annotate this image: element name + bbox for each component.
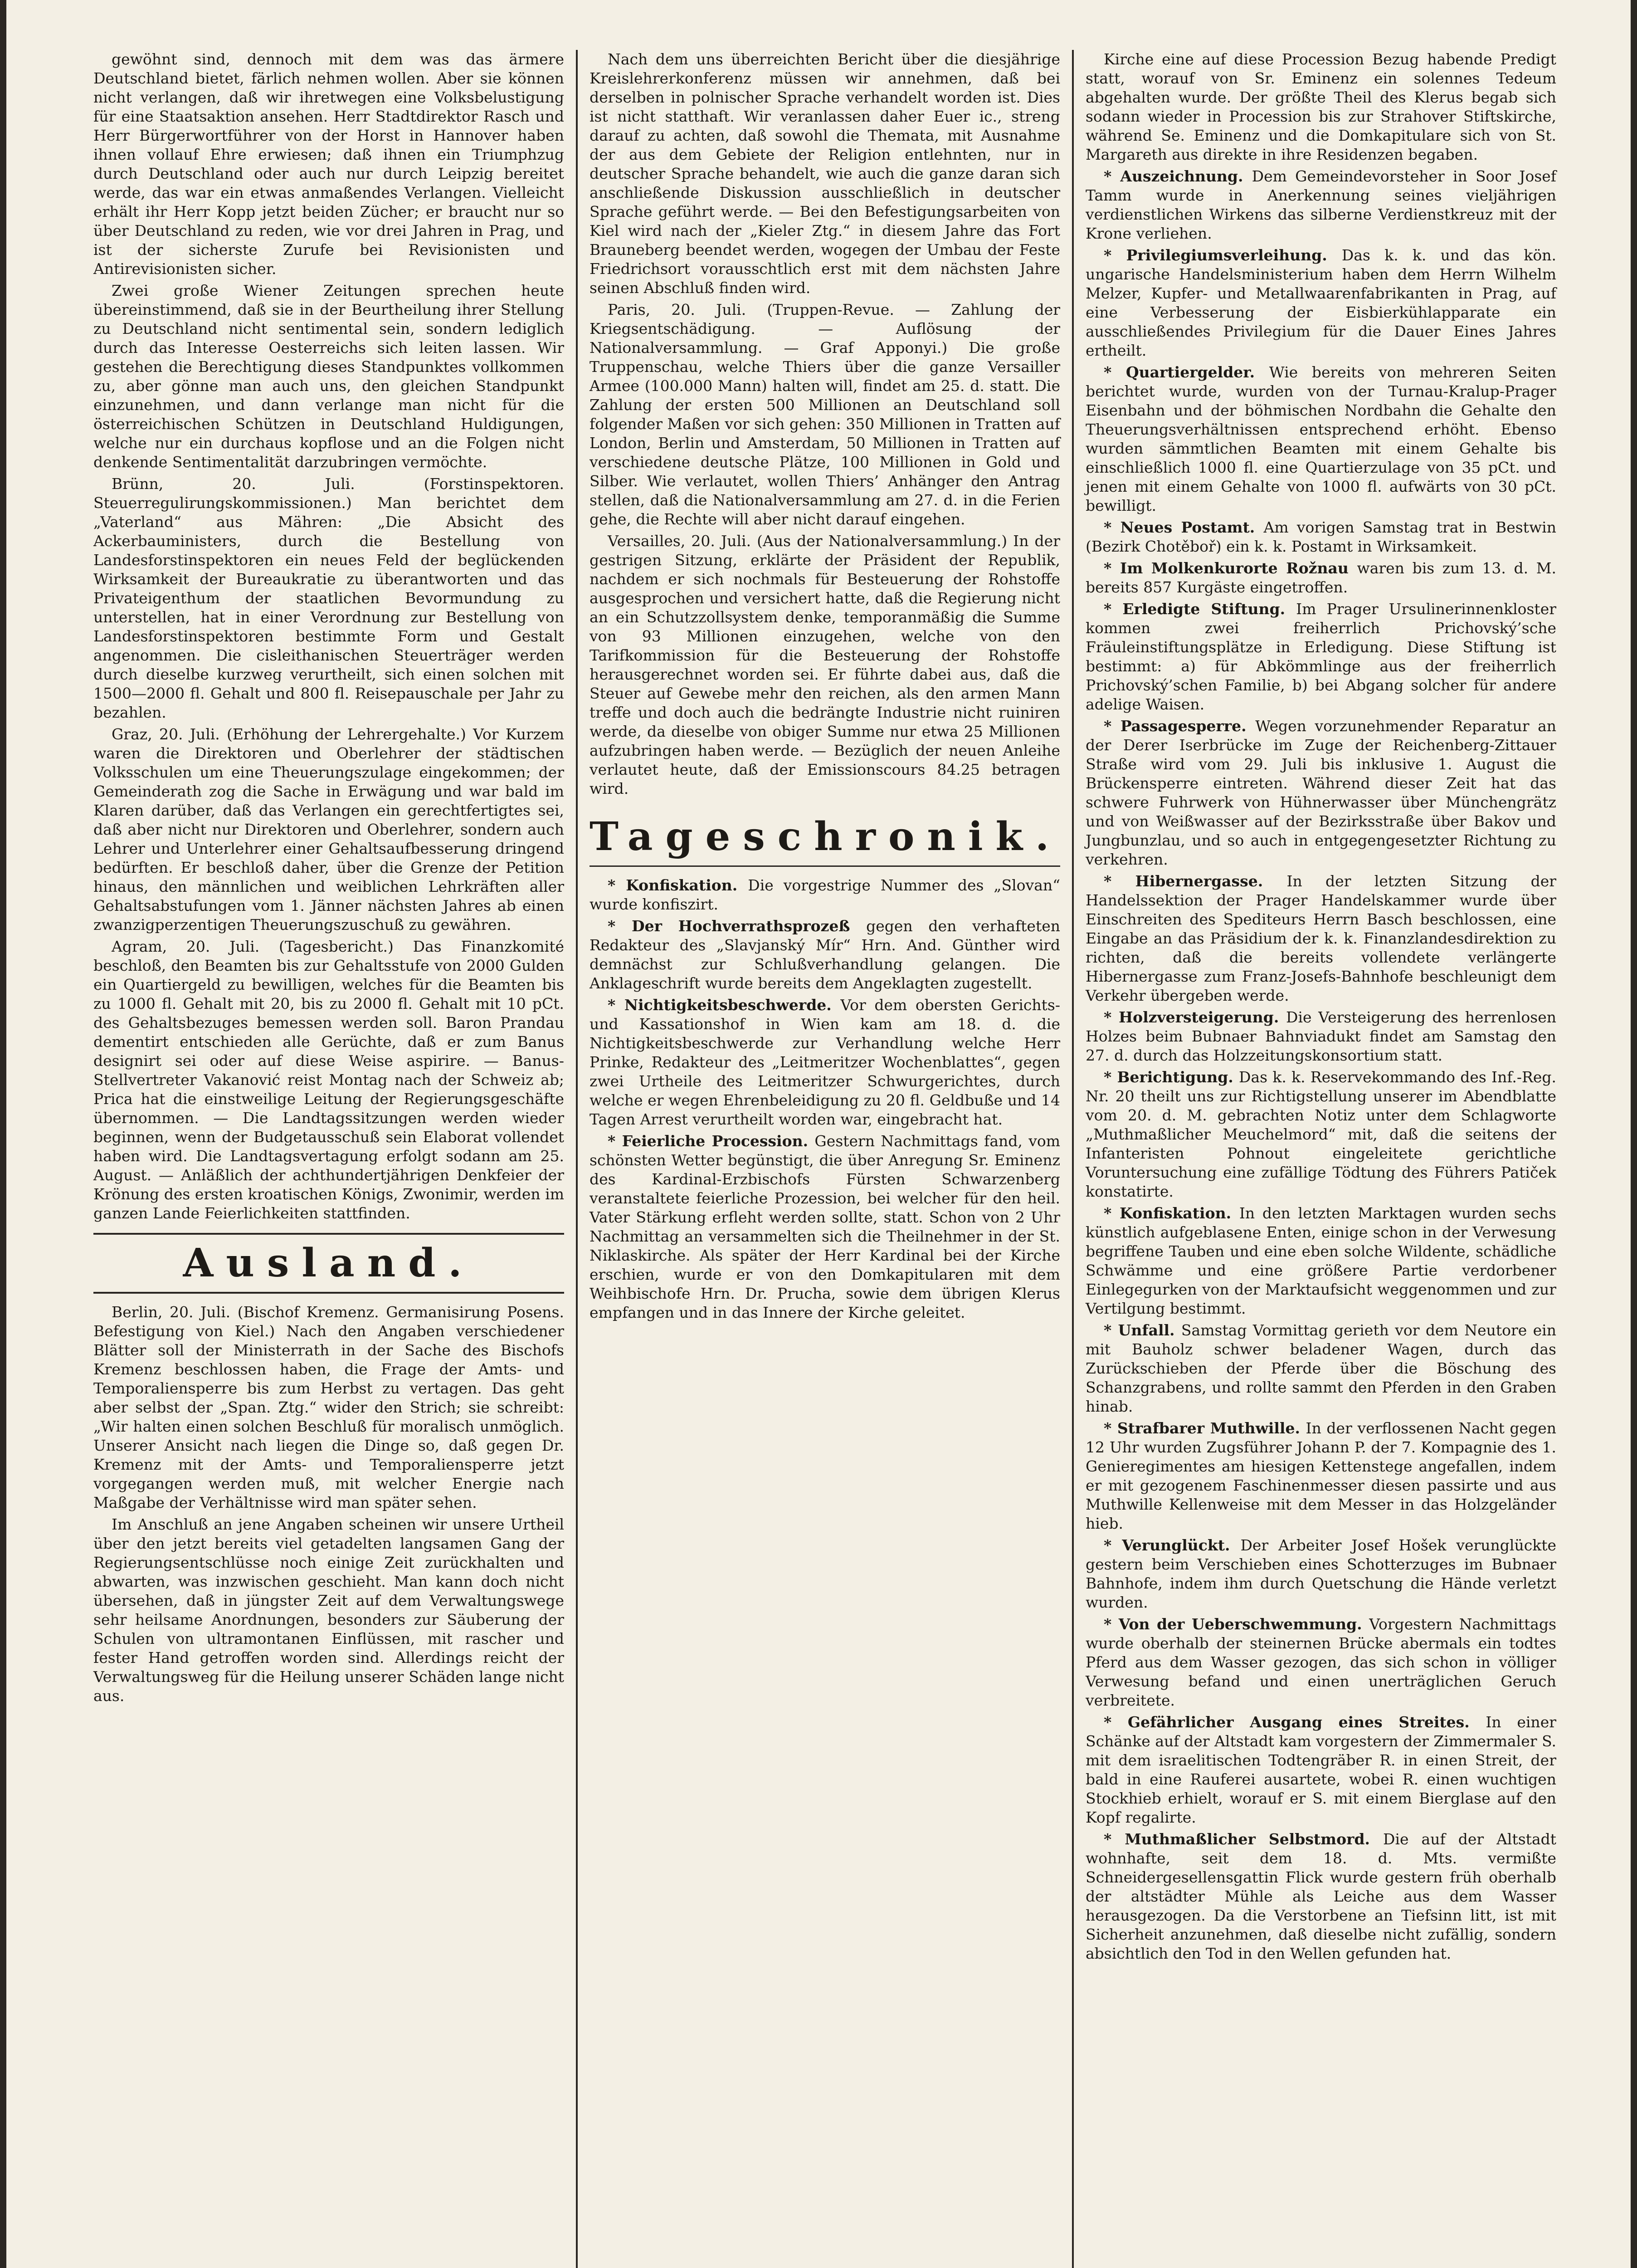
news-item-head: * Gefährlicher Ausgang eines Streites.: [1104, 1713, 1486, 1731]
news-item: [1086, 1204, 1556, 1318]
news-item-text: Das k. k. Reservekommando des Inf.-Reg. Nr. 20 theilt uns zur Richtigstellung unserer im Abendblatte vom 20. d. M. gebrachten Notiz unter dem Schlagworte „Muthmaßlicher Meuchelmord“ mit, daß die seitens der Infanteristen Pohnout eingeleitete gerichtliche Voruntersuchung eine zufällige Tödtung des Führers Patiček konstatirte.: [1086, 1068, 1556, 1200]
article-agram: Agram, 20. Juli. (Tagesbericht.) Das Finanzkomité beschloß, den Beamten bis zur Gehaltsstufe von 2000 Gulden ein Quartiergeld zu bewilligen, welches für die Beamten bis zu 1000 fl. Gehalt mit 20, bis zu 2000 fl. Gehalt mit 10 pCt. des Gehaltsbezuges bemessen werden soll. Baron Prandau dementirt entschieden alle Gerüchte, daß er zum Banus designirt sei oder auf diese Weise aspirire. — Banus-Stellvertreter Vakanović reist Montag nach der Schweiz ab; Prica hat die einstweilige Leitung der Regierungsgeschäfte übernommen. — Die Landtagssitzungen werden wieder beginnen, wenn der Budgetausschuß sein Elaborat vollendet haben wird. Die Landtagsvertagung erfolgt sodann am 25. August. — Anläßlich der achthundertjährigen Denkfeier der Krönung des ersten kroatischen Königs, Zwonimir, werden im ganzen Lande Feierlichkeiten stattfinden.: [93, 938, 564, 1222]
news-item: [1086, 1068, 1556, 1201]
news-item-head: * Nichtigkeitsbeschwerde.: [608, 996, 841, 1014]
article-paragraph: Im Anschluß an jene Angaben scheinen wir unsere Urtheil über den jetzt bereits viel getadelten langsamen Gang der Regierungsentschlüsse noch einige Zeit zurückhalten und abwarten, was inzwischen geschieht. Man kann doch nicht übersehen, daß in jüngster Zeit auf dem Verwaltungswege sehr heilsame Anordnungen, besonders zur Säuberung der Schulen von ultramontanen Einflüssen, mit rascher und fester Hand getroffen worden sind. Allerdings reicht der Verwaltungsweg für die Heilung unserer Schäden lange nicht aus.: [93, 1515, 564, 1705]
news-item-text: Samstag Vormittag gerieth vor dem Neutore ein mit Bauholz schwer beladener Wagen, durch das Zurückschieben der Pferde über die Böschung des Schanzgrabens, und rollte sammt den Pferden in den Graben hinab.: [1086, 1321, 1556, 1415]
news-item: [1086, 1830, 1556, 1963]
news-item-text: Am vorigen Samstag trat in Bestwin (Bezirk Chotěboř) ein k. k. Postamt in Wirksamkeit.: [1086, 518, 1556, 555]
news-item: [1086, 1615, 1556, 1710]
section-title-tageschronik: Tageschronik.: [590, 808, 1060, 867]
article-paragraph: Kirche eine auf diese Procession Bezug habende Predigt statt, worauf von Sr. Eminenz ein solennes Tedeum abgehalten wurde. Der größte Theil des Klerus begab sich sodann wieder in Procession bis zur Strahover Stiftskirche, während Se. Eminenz und die Domkapitulare sich von St. Margareth aus direkte in ihre Residenzen begaben.: [1086, 50, 1556, 163]
news-item: [1086, 1321, 1556, 1416]
news-item-text: Wegen vorzunehmender Reparatur an der Derer Iserbrücke im Zuge der Reichenberg-Zittauer Straße wird vom 29. Juli bis inklusive 1. August die Brückensperre eintreten. Während dieser Zeit hat das schwere Fuhrwerk von Hühnerwasser über Münchengrätz und von Weißwasser auf der Bezirksstraße über Bakov und Jungbunzlau, und so auch in entgegengesetzter Richtung zu verkehren.: [1086, 717, 1556, 868]
news-item: [1086, 1713, 1556, 1827]
news-item: [1086, 872, 1556, 1005]
news-item-head: * Quartiergelder.: [1104, 363, 1269, 381]
news-item-head: * Von der Ueberschwemmung.: [1104, 1615, 1369, 1633]
news-item: [1086, 1536, 1556, 1612]
news-item: [1086, 600, 1556, 714]
news-items-list: [1086, 167, 1556, 1963]
news-item-text: Dem Gemeindevorsteher in Soor Josef Tamm wurde in Anerkennung seines vieljährigen verdienstlichen Wirkens das silberne Verdienstkreuz mit der Krone verliehen.: [1086, 167, 1557, 242]
news-item-head: * Holzversteigerung.: [1104, 1008, 1286, 1026]
article-versailles: Versailles, 20. Juli. (Aus der Nationalversammlung.) In der gestrigen Sitzung, erklärte der Präsident der Republik, nachdem er sich nochmals für Besteuerung der Rohstoffe ausgesprochen und versichert hatte, daß die Regierung nicht an ein Schutzzollsystem denke, temporanmäßig die Summe von 93 Millionen einzugehen, welche von den Tarifkommission für die Besteuerung der Rohstoffe herausgerechnet worden sei. Er führte dabei aus, daß die Steuer auf Gewebe mehr den reichen, als den armen Mann treffe und doch auch die bedrängte Industrie nicht ruiniren werde, da dieselbe von obiger Summe nur etwa 25 Millionen aufzubringen haben werde. — Bezüglich der neuen Anleihe verlautet heute, daß der Emissionscours 84.25 betragen wird.: [590, 532, 1060, 797]
section-title-ausland: Ausland.: [93, 1233, 564, 1294]
news-item-head: * Unfall.: [1104, 1321, 1181, 1339]
news-item-text: Im Prager Ursulinerinnenkloster kommen zwei freiherrlich Prichovský’sche Fräuleinstiftungsplätze in Erledigung. Diese Stiftung ist bestimmt: a) für Abkömmlinge aus der freiherrlich Prichovský’schen Familie, b) bei Abgang solcher für andere adelige Waisen.: [1086, 600, 1556, 713]
news-item: [1086, 167, 1556, 243]
news-item-text: Vorgestern Nachmittags wurde oberhalb der steinernen Brücke abermals ein todtes Pferd aus dem Wasser gezogen, das sich schon in völliger Verwesung befand und einen unerträglichen Geruch verbreitete.: [1086, 1615, 1556, 1709]
news-item-text: In der letzten Sitzung der Handelssektion der Prager Handelskammer wurde über Einschreiten des Spediteurs Herrn Basch beschlossen, eine Eingabe an das Präsidium der k. k. Finanzlandesdirektion zu richten, daß die bereits vollendete verlängerte Hibernergasse zum Franz-Josefs-Bahnhofe beschleunigt dem Verkehr übergeben werde.: [1086, 872, 1556, 1004]
news-item: [1086, 363, 1556, 515]
news-item-text: Wie bereits von mehreren Seiten berichtet wurde, wurden von der Turnau-Kralup-Prager Eisenbahn und der böhmischen Nordbahn die Gehalte den Theuerungsverhältnissen entsprechend erhöht. Ebenso wurden sämmtlichen Beamten mit einem Gehalte bis einschließlich 1000 fl. eine Quartierzulage von 35 pCt. und jenen mit einem Gehalte von 1000 fl. aufwärts von 30 pCt. bewilligt.: [1086, 363, 1556, 514]
news-item-text: waren bis zum 13. d. M. bereits 857 Kurgäste eingetroffen.: [1086, 559, 1556, 596]
news-item: [590, 1132, 1060, 1322]
news-item: [1086, 717, 1556, 869]
column-layout: [82, 50, 1587, 2268]
news-item: [590, 996, 1060, 1129]
article-berlin: Berlin, 20. Juli. (Bischof Kremenz. Germanisirung Posens. Befestigung von Kiel.) Nach den Angaben verschiedener Blätter soll der Ministerrath in der Sache des Bischofs Kremenz beschlossen haben, die Frage der Amts- und Temporaliensperre bis zum Herbst zu vertagen. Das geht aber selbst der „Span. Ztg.“ wider den Strich; sie schreibt: „Wir halten einen solchen Beschluß für moralisch unmöglich. Unserer Ansicht nach liegen die Dinge so, daß gegen Dr. Kremenz mit der Amts- und Temporaliensperre jetzt vorgegangen werden muß, mit welcher Energie nach Maßgabe der Verhältnisse wird man später sehen.: [93, 1303, 564, 1511]
article-brunn: Brünn, 20. Juli. (Forstinspektoren. Steuerregulirungskommissionen.) Man berichtet dem „Vaterland“ aus Mähren: „Die Absicht des Ackerbauministers, durch die Bestellung von Landesforstinspektoren ein neues Feld der beglückenden Wirksamkeit der Bureaukratie zu überantworten und das Privateigenthum der staatlichen Bevormundung zu unterstellen, hat in einer Verordnung zur Bestellung von Landesforstinspektoren bestimmte Form und Gestalt angenommen. Die cisleithanischen Steuerträger werden durch dieselbe kurzweg verurtheilt, sich einen solchen mit 1500—2000 fl. Gehalt und 800 fl. Reisepauschale per Jahr zu bezahlen.: [93, 475, 564, 721]
news-item: [590, 917, 1060, 993]
news-item: [1086, 559, 1556, 597]
column-2: [578, 50, 1072, 2268]
news-item-text: gegen den verhafteten Redakteur des „Slavjanský Mír“ Hrn. And. Günther wird demnächst zur Schlußverhandlung gelangen. Die Anklageschrift wurde bereits dem Angeklagten zugestellt.: [590, 917, 1060, 992]
news-item: [590, 876, 1060, 914]
news-item-head: * Berichtigung.: [1104, 1068, 1239, 1086]
news-item-head: * Konfiskation.: [608, 876, 748, 894]
news-item-text: Das k. k. und das kön. ungarische Handelsministerium haben dem Herrn Wilhelm Melzer, Kupfer- und Metallwaarenfabrikanten in Prag, auf eine Verbesserung der Eisbierkühlapparate ein ausschließendes Privilegium für die Dauer Eines Jahres ertheilt.: [1086, 246, 1556, 359]
news-item-text: Der Arbeiter Josef Hošek verunglückte gestern beim Verschieben eines Schotterzuges im Bubnaer Bahnhofe, indem ihm durch Quetschung die Hände verletzt wurden.: [1086, 1536, 1556, 1611]
column-1: [82, 50, 576, 2268]
chronik-list: [590, 876, 1060, 1322]
news-item-head: * Neues Postamt.: [1104, 518, 1264, 536]
article-paragraph: Zwei große Wiener Zeitungen sprechen heute übereinstimmend, daß sie in der Beurtheilung ihrer Stellung zu Deutschland nicht sentimental sein, sondern lediglich durch das Interesse Oesterreichs sich leiten lassen. Wir gestehen die Berechtigung dieses Standpunktes vollkommen zu, aber gönne man auch uns, den gleichen Standpunkt einzunehmen, und dann verlange man nicht für die österreichischen Schützen in Deutschland Huldigungen, welche nur ein durchaus kopflose und an die Folgen nicht denkende Sentimentalität darzubringen vermöchte.: [93, 282, 564, 471]
page-edge-left: [0, 0, 6, 2268]
article-paris: Paris, 20. Juli. (Truppen-Revue. — Zahlung der Kriegsentschädigung. — Auflösung der Nationalversammlung. — Graf Apponyi.) Die große Truppenschau, welche Thiers über die ganze Versailler Armee (100.000 Mann) halten will, findet am 25. d. statt. Die Zahlung der ersten 500 Millionen an Deutschland soll folgender Maßen vor sich gehen: 350 Millionen in Tratten auf London, Berlin und Amsterdam, 50 Millionen in Tratten auf verschiedene deutsche Plätze, 100 Millionen in Gold und Silber. Wie verlautet, wollen Thiers’ Anhänger den Antrag stellen, daß die Nationalversammlung am 27. d. in die Ferien gehe, die Rechte will aber nicht darauf eingehen.: [590, 301, 1060, 528]
news-item: [1086, 246, 1556, 360]
article-paragraph: Nach dem uns überreichten Bericht über die diesjährige Kreislehrerkonferenz müssen wir annehmen, daß bei derselben in polnischer Sprache verhandelt worden ist. Dies ist nicht statthaft. Wir veranlassen daher Euer ic., streng darauf zu achten, daß sowohl die Themata, mit Ausnahme der aus dem Gebiete der Religion entlehnten, nur in deutscher Sprache behandelt, wie auch die ganze daran sich anschließende Diskussion ausschließlich in deutscher Sprache geführt werde. — Bei den Befestigungsarbeiten von Kiel wird nach der „Kieler Ztg.“ in diesem Jahre das Fort Brauneberg beendet werden, wogegen der Umbau der Feste Friedrichsort vorausschtlich erst mit dem nächsten Jahre seinen Abschluß finden wird.: [590, 50, 1060, 297]
news-item-text: Vor dem obersten Gerichts- und Kassationshof in Wien kam am 18. d. die Nichtigkeitsbeschwerde zur Verhandlung welche Herr Prinke, Redakteur des „Leitmeritzer Wochenblattes“, gegen zwei Urtheile des Leitmeritzer Schwurgerichtes, durch welche er wegen Ehrenbeleidigung zu 20 fl. Geldbuße und 14 Tagen Arrest verurtheilt worden war, eingebracht hat.: [590, 996, 1060, 1128]
news-item-head: * Der Hochverrathsprozeß: [608, 917, 867, 935]
news-item-head: * Konfiskation.: [1104, 1204, 1239, 1222]
news-item-head: * Im Molkenkurorte Rožnau: [1104, 559, 1357, 577]
article-paragraph: gewöhnt sind, dennoch mit dem was das ärmere Deutschland bietet, färlich nehmen wollen. Aber sie können nicht verlangen, daß wir ihretwegen eine Volksbelustigung für eine Staatsaktion ansehen. Herr Stadtdirektor Rasch und Herr Bürgerwortführer von der Horst in Hannover haben ihnen vollauf Ehre erwiesen; daß ihnen ein Triumphzug durch Deutschland oder auch nur durch Leipzig bereitet werde, das war ein etwas anmaßendes Verlangen. Vielleicht erhält ihr Herr Kopp jetzt beiden Zücher; er braucht nur so über Deutschland zu reden, wie vor drei Jahren in Prag, und ist der sicherste Zurufe bei Revisionisten und Antirevisionisten sicher.: [93, 50, 564, 278]
news-item-text: Die vorgestrige Nummer des „Slovan“ wurde konfiszirt.: [590, 876, 1060, 913]
news-item: [1086, 1008, 1556, 1065]
news-item-head: * Erledigte Stiftung.: [1104, 600, 1296, 618]
news-item-text: In einer Schänke auf der Altstadt kam vorgestern der Zimmermaler S. mit dem israelitischen Todtengräber R. in einen Streit, der bald in eine Rauferei ausartete, wobei R. einen wuchtigen Stockhieb erhielt, worauf er S. mit einem Bierglase auf den Kopf regalirte.: [1086, 1713, 1556, 1826]
news-item-head: * Strafbarer Muthwille.: [1104, 1419, 1306, 1437]
page-edge-right: [1631, 0, 1637, 2268]
column-3: [1074, 50, 1568, 2268]
news-item-text: In den letzten Marktagen wurden sechs künstlich aufgeblasene Enten, einige schon in der Verwesung begriffene Tauben und eine eben solche Wildente, schädliche Schwämme und eine größere Partie verdorbener Einlegegurken von der Marktaufsicht weggenommen und zur Vertilgung bestimmt.: [1086, 1204, 1556, 1317]
news-item: [1086, 518, 1556, 556]
news-item-head: * Hibernergasse.: [1104, 872, 1287, 890]
article-graz: Graz, 20. Juli. (Erhöhung der Lehrergehalte.) Vor Kurzem waren die Direktoren und Oberlehrer der städtischen Volksschulen um eine Theuerungszulage eingekommen; der Gemeinderath zog die Sache in Erwägung und war bald im Klaren darüber, daß das Verlangen ein gerechtfertigtes sei, daß aber nicht nur Direktoren und Oberlehrer, sondern auch Lehrer und Unterlehrer einer Gehaltsaufbesserung dringend bedürften. Er beschloß daher, über die Grenze der Petition hinaus, den männlichen und weiblichen Lehrkräften aller Gehaltsabstufungen vom 1. Jänner nächsten Jahres ab einen zwanzigperzentigen Theuerungszuschuß zu gewähren.: [93, 725, 564, 934]
news-item-head: * Muthmaßlicher Selbstmord.: [1104, 1830, 1384, 1848]
news-item-text: In der verflossenen Nacht gegen 12 Uhr wurden Zugsführer Johann P. der 7. Kompagnie des 1. Genieregimentes am hiesigen Kettenstege angefallen, indem er mit gezogenem Faschinenmesser diesen passirte und aus Muthwille Kellenweise mit dem Messer in das Holzgeländer hieb.: [1086, 1419, 1556, 1532]
news-item-head: * Feierliche Procession.: [608, 1132, 815, 1150]
news-item-head: * Verunglückt.: [1104, 1536, 1241, 1554]
news-item-head: * Privilegiumsverleihung.: [1104, 246, 1342, 264]
news-item: [1086, 1419, 1556, 1533]
news-item-head: * Auszeichnung.: [1104, 167, 1252, 185]
news-item-text: Die Versteigerung des herrenlosen Holzes beim Bubnaer Bahnviadukt findet am Samstag den 27. d. durch das Holzzeitungskonsortium statt.: [1086, 1008, 1556, 1064]
news-item-text: Die auf der Altstadt wohnhafte, seit dem 18. d. Mts. vermißte Schneidergesellensgattin Flick wurde gestern früh oberhalb der altstädter Mühle als Leiche aus dem Wasser herausgezogen. Da die Verstorbene an Tiefsinn litt, ist mit Sicherheit anzunehmen, daß dieselbe nicht zufällig, sondern absichtlich den Tod in den Wellen gefunden hat.: [1086, 1830, 1557, 1962]
news-item-text: Gestern Nachmittags fand, vom schönsten Wetter begünstigt, die über Anregung Sr. Eminenz des Kardinal-Erzbischofs Fürsten Schwarzenberg veranstaltete feierliche Prozession, bei welcher für den heil. Vater Stärkung erfleht werden sollte, statt. Schon von 2 Uhr Nachmittag an versammelten sich die Theilnehmer in der St. Niklaskirche. Als später der Herr Kardinal bei der Kirche erschien, wurde er von den Domkapitularen mit dem Weihbischofe Hrn. Dr. Prucha, sowie dem übrigen Klerus empfangen und in das Innere der Kirche geleitet.: [590, 1132, 1060, 1321]
news-item-head: * Passagesperre.: [1104, 717, 1256, 735]
